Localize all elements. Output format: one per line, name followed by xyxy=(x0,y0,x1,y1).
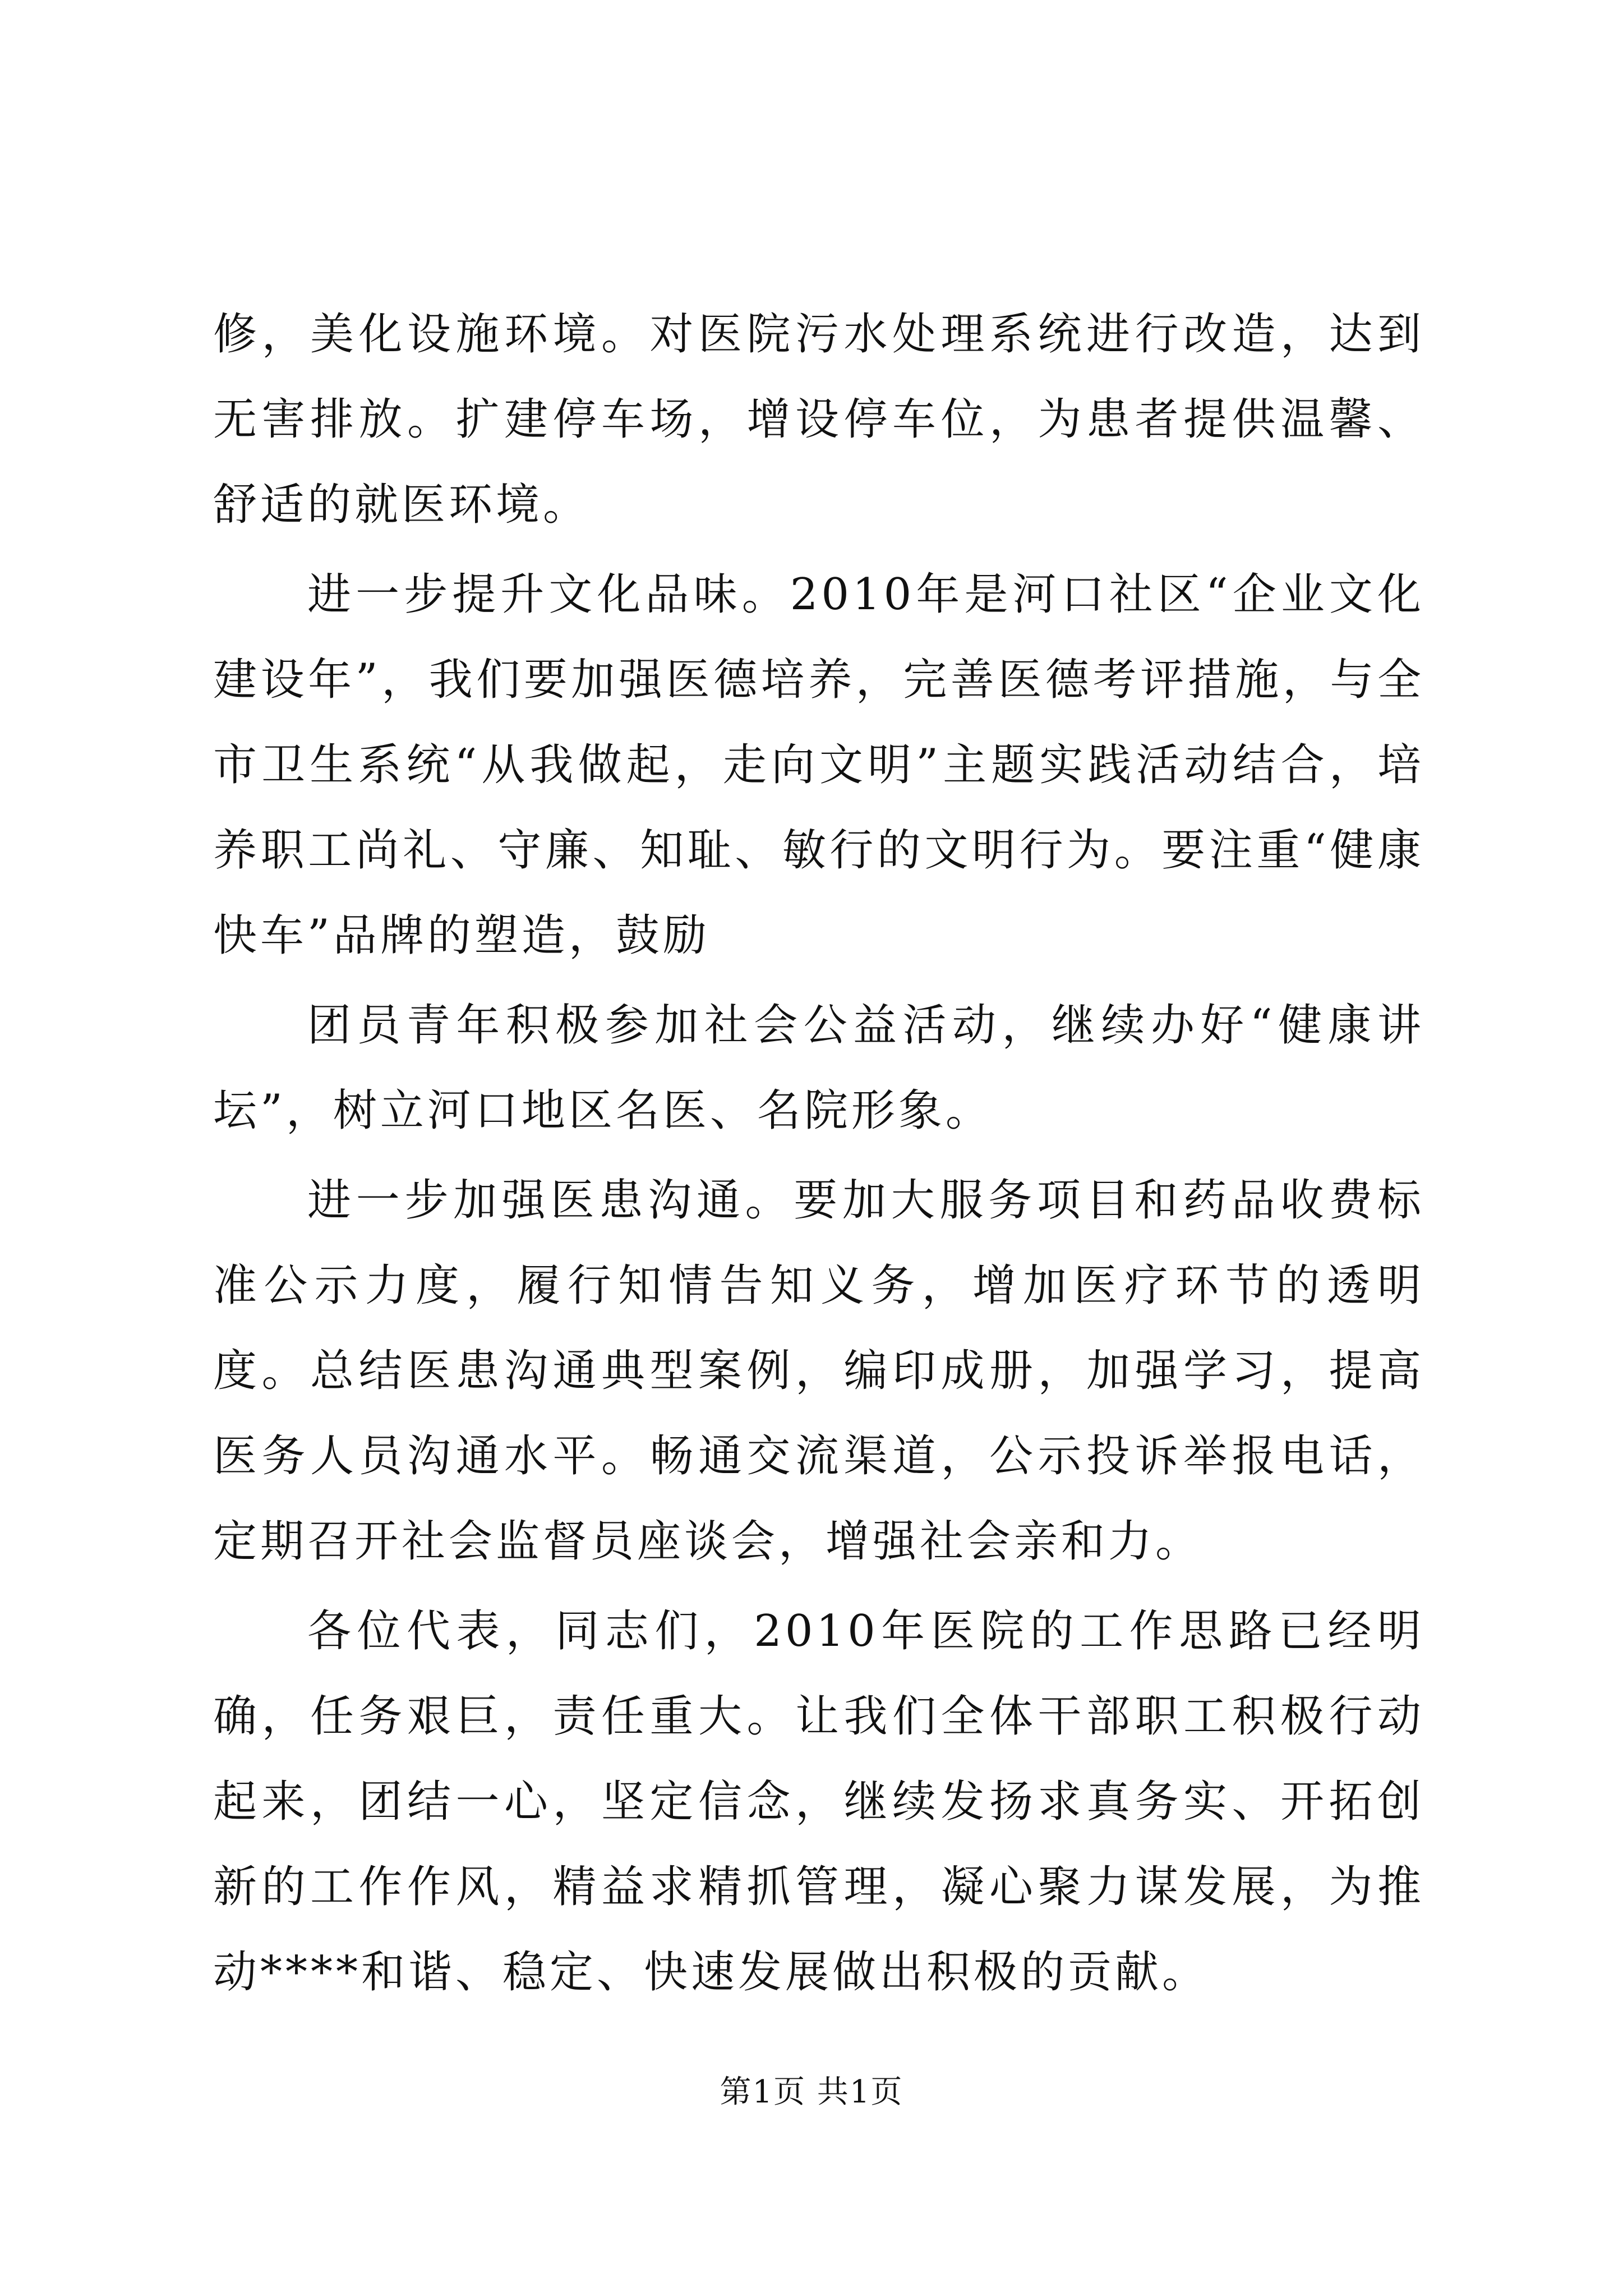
page-number-footer: 第1页 共1页 xyxy=(720,2074,903,2110)
paragraph-5: 各位代表，同志们，2010年医院的工作思路已经明确，任务艰巨，责任重大。让我们全体干部职工积极行动起来，团结一心，坚定信念，继续发扬求真务实、开拓创新的工作作风，精益求精抓管理，凝心聚力谋发展，为推动****和谐、稳定、快速发展做出积极的贡献。 xyxy=(213,1606,1424,1998)
paragraph-2: 进一步提升文化品味。2010年是河口社区“企业文化建设年”，我们要加强医德培养，完善医德考评措施，与全市卫生系统“从我做起，走向文明”主题实践活动结合，培养职工尚礼、守廉、知耻、敏行的文明行为。要注重“健康快车”品牌的塑造，鼓励 xyxy=(213,569,1424,961)
paragraph-4: 进一步加强医患沟通。要加大服务项目和药品收费标准公示力度，履行知情告知义务，增加医疗环节的透明度。总结医患沟通典型案例，编印成册，加强学习，提高医务人员沟通水平。畅通交流渠道，公示投诉举报电话，定期召开社会监督员座谈会，增强社会亲和力。 xyxy=(213,1175,1424,1567)
document-body xyxy=(213,292,1424,2019)
paragraph-1: 修，美化设施环境。对医院污水处理系统进行改造，达到无害排放。扩建停车场，增设停车位，为患者提供温馨、舒适的就医环境。 xyxy=(213,309,1424,530)
paragraph-3: 团员青年积极参加社会公益活动，继续办好“健康讲坛”，树立河口地区名医、名院形象。 xyxy=(213,1000,1424,1136)
